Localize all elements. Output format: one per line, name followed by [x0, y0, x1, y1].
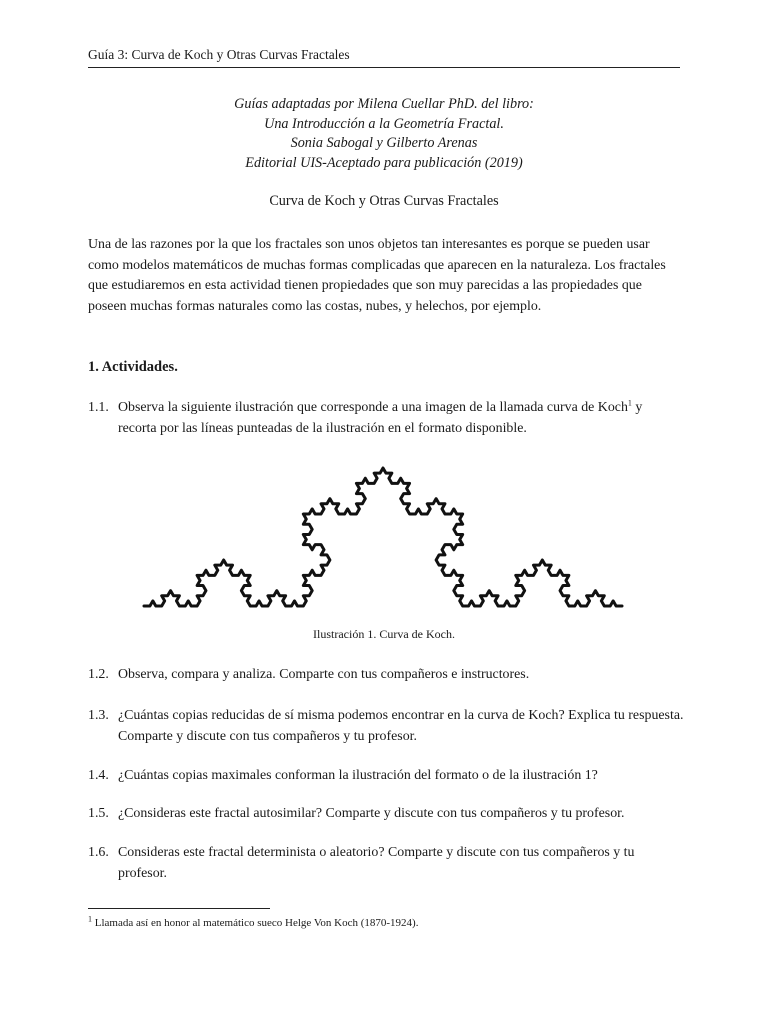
book-credits [88, 95, 680, 173]
item-text-continued: y recorta por las líneas punteadas de la ilustración en el formato disponible. [118, 400, 643, 436]
item-text: Consideras este fractal determinista o aleatorio? Comparte y discute con tus compañeros y tu profesor. [118, 845, 635, 881]
running-header [88, 47, 680, 68]
document-title: Curva de Koch y Otras Curvas Fractales [269, 193, 499, 209]
item-number: 1.5. [88, 806, 109, 821]
item-text: ¿Cuántas copias maximales conforman la ilustración del formato o de la ilustración 1? [118, 768, 598, 783]
footnote-marker: 1 [88, 914, 92, 924]
activity-item-1-5 [88, 804, 684, 825]
item-number: 1.2. [88, 667, 109, 682]
item-text: ¿Cuántas copias reducidas de sí misma podemos encontrar en la curva de Koch? Explica tu respuesta. Comparte y discute con tus compañeros y tu profesor. [118, 708, 684, 744]
credits-line-3: Sonia Sabogal y Gilberto Arenas [290, 135, 478, 151]
footnote-text: Llamada así en honor al matemático sueco Helge Von Koch (1870-1924). [94, 917, 419, 929]
figure-caption: Ilustración 1. Curva de Koch. [313, 627, 455, 641]
item-number: 1.1. [88, 400, 109, 415]
running-title: Guía 3: Curva de Koch y Otras Curvas Fractales [88, 47, 350, 62]
activity-item-1-3 [88, 706, 684, 747]
activity-item-1-4 [88, 766, 684, 787]
koch-curve [144, 468, 622, 606]
credits-line-4: Editorial UIS-Aceptado para publicación (2019) [245, 154, 523, 171]
item-text: Observa la siguiente ilustración que corresponde a una imagen de la llamada curva de Koch [118, 400, 628, 415]
footnote [88, 914, 419, 929]
item-text: ¿Consideras este fractal autosimilar? Comparte y discute con tus compañeros y tu profesor. [118, 806, 625, 821]
item-text: Observa, compara y analiza. Comparte con tus compañeros e instructores. [118, 667, 530, 682]
credits-line-2: Una Introducción a la Geometría Fractal. [264, 115, 504, 132]
intro-paragraph: Una de las razones por la que los fractales son unos objetos tan interesantes es porque se pueden usar como modelos matemáticos de muchas formas complicadas que aparecen en la naturaleza. Los fractales que estudiaremos en esta actividad tienen propiedades que son muy parecidas a las propiedades que poseen muchas formas naturales como las costas, nubes, y helechos, por ejemplo. [88, 237, 666, 314]
activity-item-1-6 [88, 843, 684, 884]
footnote-divider [88, 908, 270, 909]
activity-item-1-1 [88, 398, 684, 439]
activity-item-1-2 [88, 665, 684, 686]
item-number: 1.3. [88, 708, 109, 723]
section-heading: 1. Actividades. [88, 359, 178, 375]
item-number: 1.6. [88, 845, 109, 860]
koch-curve-figure [138, 460, 628, 618]
credits-line-1: Guías adaptadas por Milena Cuellar PhD. del libro: [234, 96, 534, 112]
item-number: 1.4. [88, 768, 109, 783]
footnote-ref: 1 [627, 398, 632, 408]
